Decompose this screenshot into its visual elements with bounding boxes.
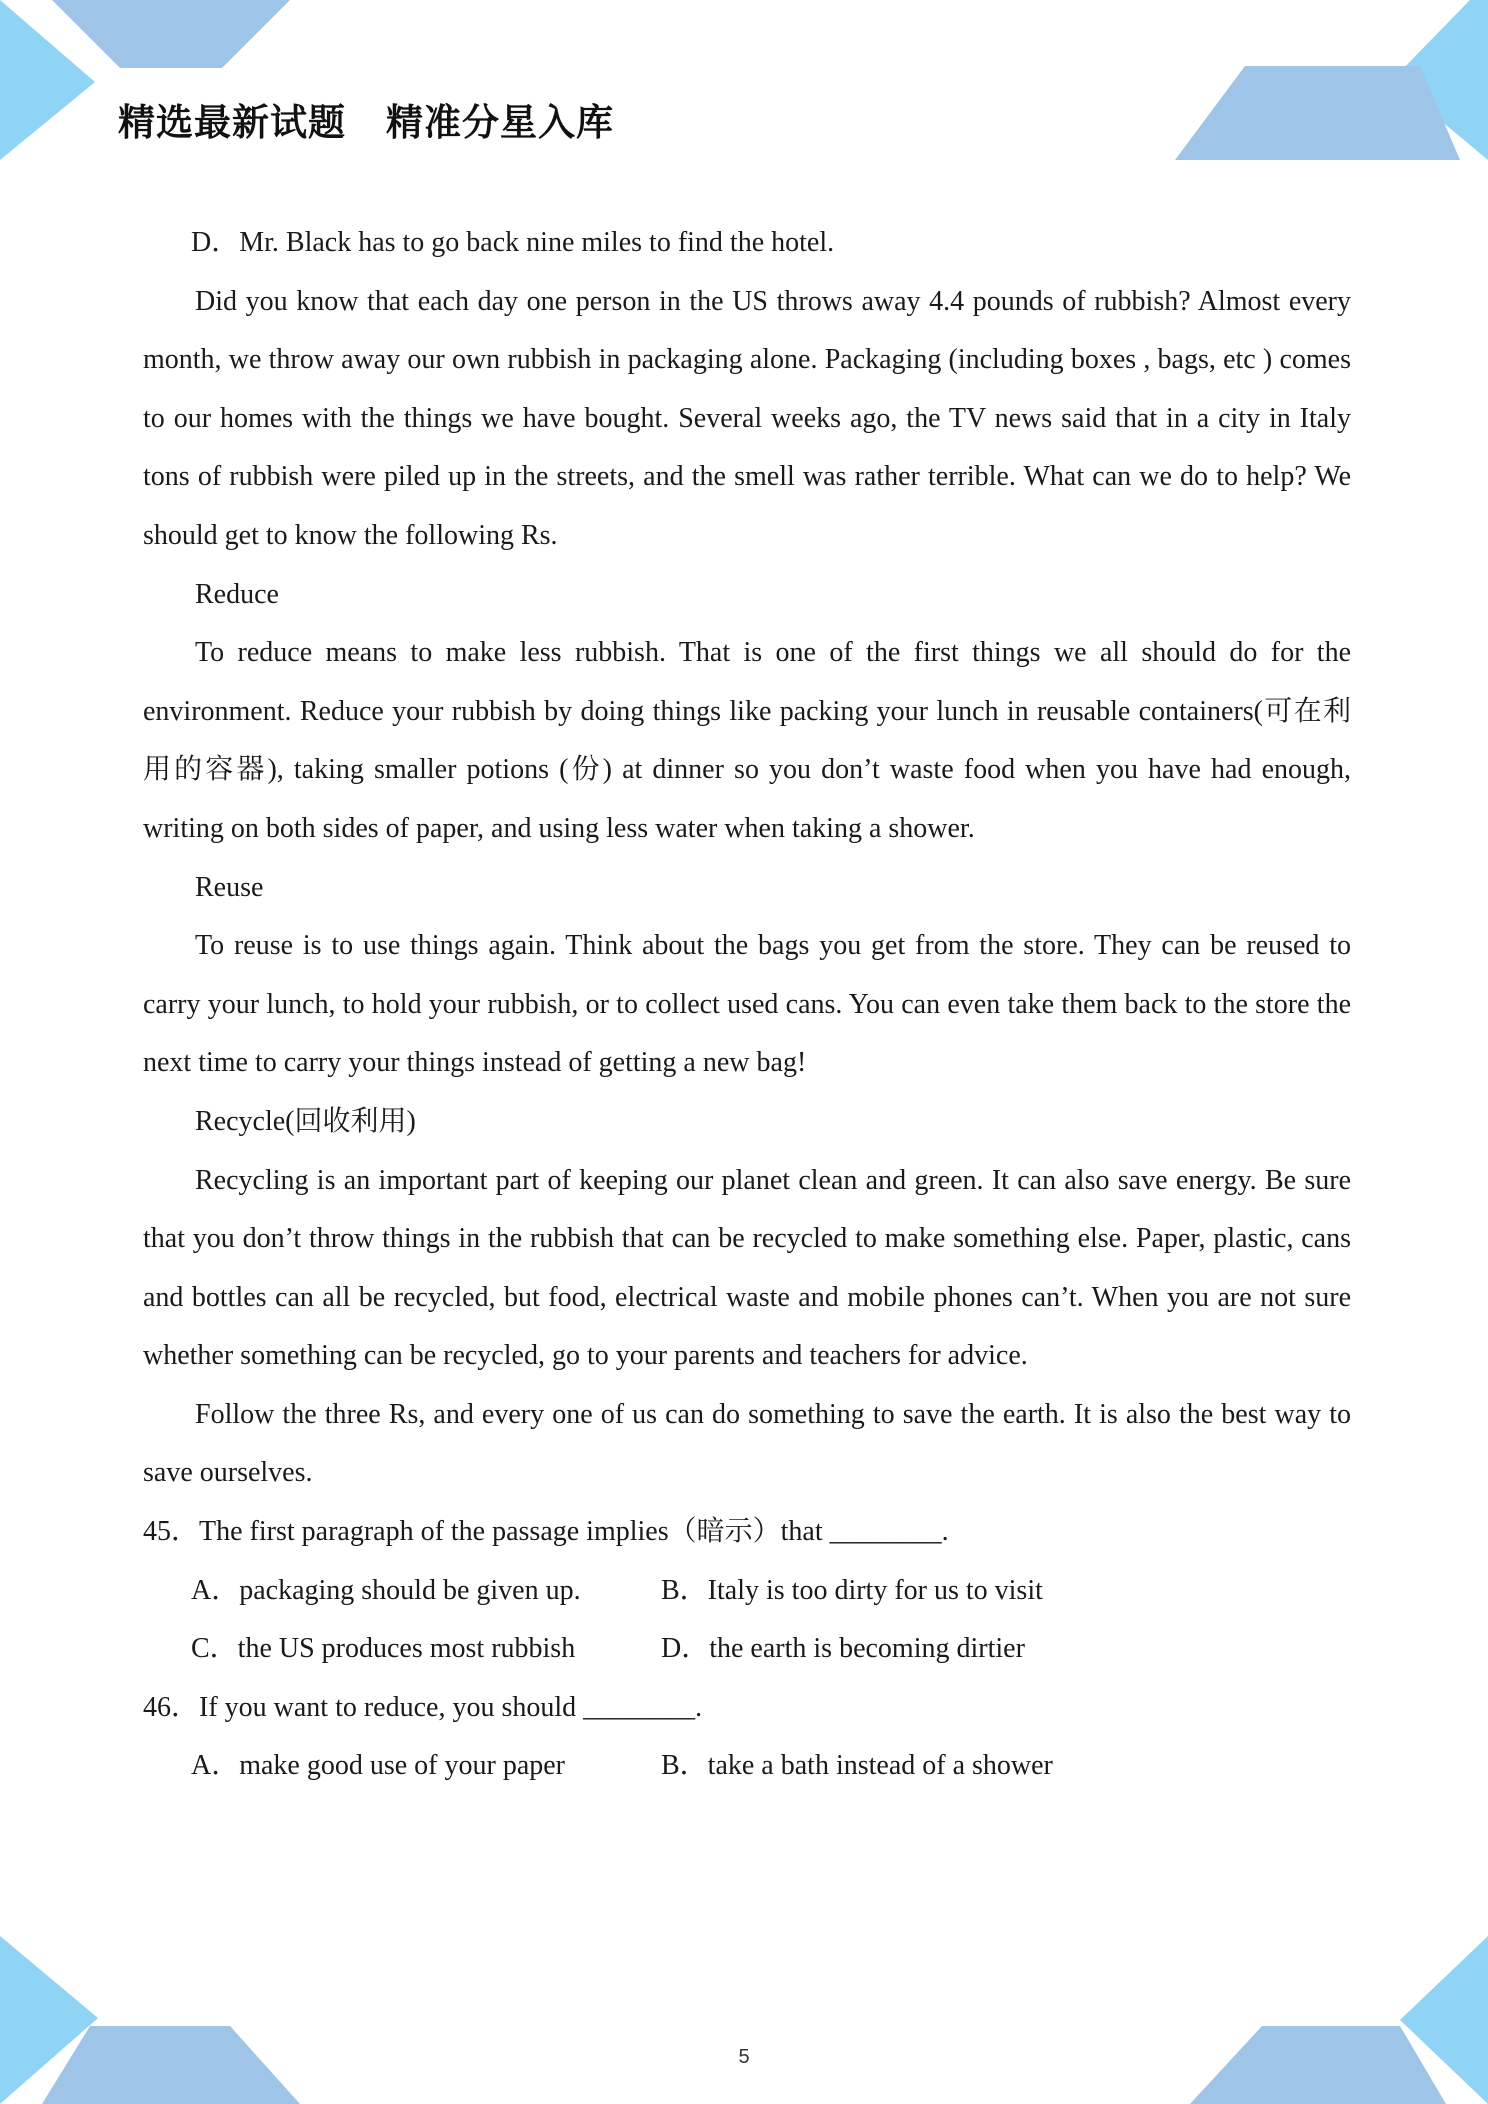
top-left-trapezoid <box>52 0 290 68</box>
question-46-option-b: B．take a bath instead of a shower <box>661 1750 1053 1782</box>
question-46-option-a: A．make good use of your paper <box>191 1750 566 1782</box>
question-45-option-b: B．Italy is too dirty for us to visit <box>661 1574 1043 1606</box>
question-45-option-c: C．the US produces most rubbish <box>191 1633 576 1665</box>
question-45-option-a: A．packaging should be given up. <box>191 1574 581 1606</box>
section-heading-reduce: Reduce <box>195 578 279 610</box>
question-45-options-row-2 <box>143 1620 1351 1679</box>
section-heading-reuse: Reuse <box>195 871 264 903</box>
passage-intro-paragraph: Did you know that each day one person in the US throws away 4.4 pounds of rubbish? Almost every month, we throw away our own rubbish in packaging alone. Packaging (including boxes , bags, etc ) comes to our homes with the things we have bought. Several weeks ago, the TV news said that in a city in Italy tons of rubbish were piled up in the streets, and the smell was rather terrible. What can we do to help? We should get to know the following Rs. <box>143 285 1351 551</box>
conclusion-paragraph: Follow the three Rs, and every one of us can do something to save the earth. It is also the best way to save ourselves. <box>143 1398 1351 1489</box>
question-45-stem: 45．The first paragraph of the passage implies（暗示）that ________. <box>143 1516 949 1548</box>
top-right-trapezoid <box>1175 66 1460 160</box>
header-title-part2: 精准分星入库 <box>386 101 614 144</box>
header-title-part1: 精选最新试题 <box>118 101 346 144</box>
section-heading-recycle: Recycle(回收利用) <box>195 1105 416 1137</box>
reduce-paragraph: To reduce means to make less rubbish. That is one of the first things we all should do for the environment. Reduce your rubbish by doing things like packing your lunch in reusable containers(可在利用的容器), taking smaller potions (份) at dinner so you don’t waste food when you have had enough, writing on both sides of paper, and using less water when taking a shower. <box>143 637 1351 844</box>
question-46-stem: 46．If you want to reduce, you should ________. <box>143 1691 703 1723</box>
page-number: 5 <box>738 2046 750 2068</box>
question-46-options-row-1 <box>143 1737 1351 1796</box>
document-body <box>143 214 1351 1796</box>
question-45-option-d: D．the earth is becoming dirtier <box>661 1633 1025 1665</box>
previous-question-option-d: D．Mr. Black has to go back nine miles to find the hotel. <box>191 227 835 258</box>
question-45-options-row-1 <box>143 1562 1351 1621</box>
page-header-title <box>118 92 614 146</box>
reuse-paragraph: To reuse is to use things again. Think about the bags you get from the store. They can be reused to carry your lunch, to hold your rubbish, or to collect used cans. You can even take them back to the store the next time to carry your things instead of getting a new bag! <box>143 930 1351 1079</box>
recycle-paragraph: Recycling is an important part of keeping our planet clean and green. It can also save energy. Be sure that you don’t throw things in the rubbish that can be recycled to make something else. Paper, plastic, cans and bottles can all be recycled, but food, electrical waste and mobile phones can’t. When you are not sure whether something can be recycled, go to your parents and teachers for advice. <box>143 1164 1351 1372</box>
